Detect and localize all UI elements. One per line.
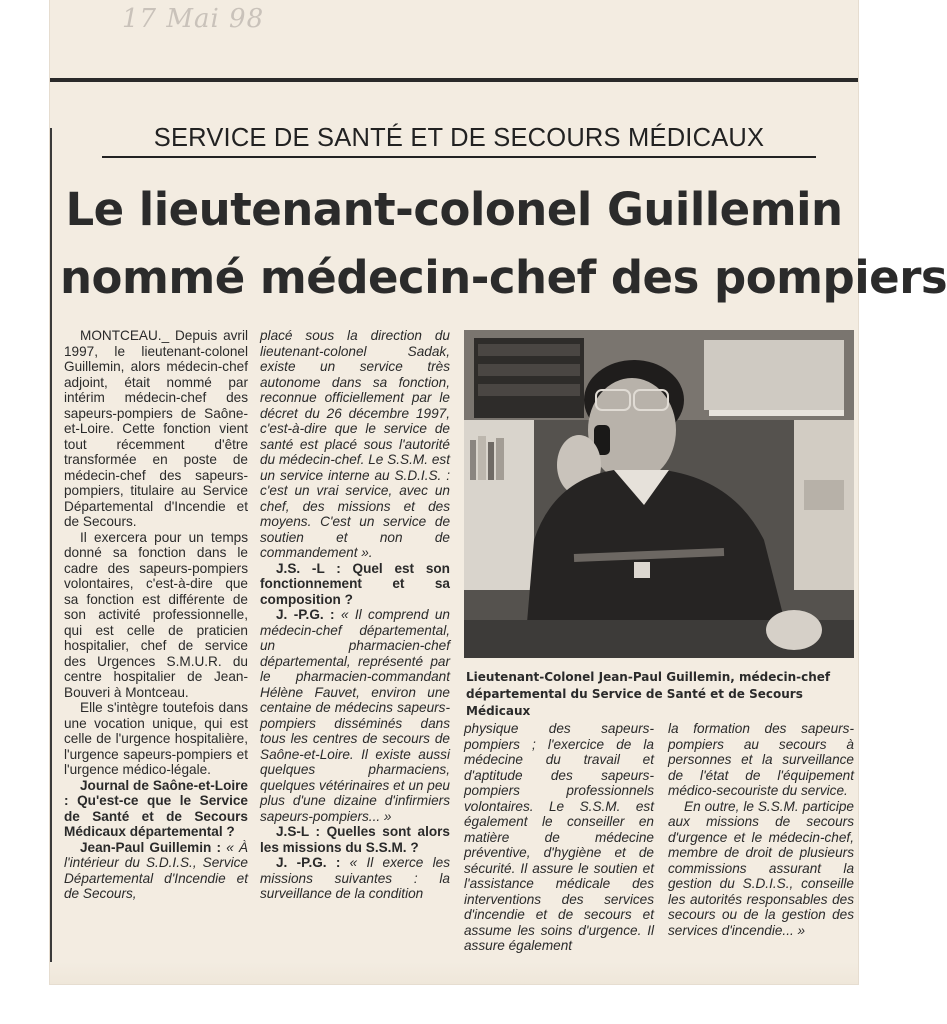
portrait-photo xyxy=(464,330,854,658)
headline-line-2: nommé médecin-chef des pompiers xyxy=(60,251,947,304)
answer-text: « Il comprend un médecin-chef départemental, un pharmacien-chef départemental, représenté par le pharmacien-commandant Hélène Fauvet, environ une centaine de médecins sapeurs-pompiers disséminés dans tous les centres de secours de Saône-et-Loire. Il existe aussi quelques pharmaciens, quelques vétérinaires et un peu plus d'une dizaine d'infirmiers sapeurs-pompiers... » xyxy=(260,607,450,824)
speaker-name: J. -P.G. : xyxy=(276,855,341,870)
top-rule xyxy=(50,78,858,82)
answer-text: « À l'intérieur du S.D.I.S., Service Départemental d'Incendie et de Secours, xyxy=(64,839,249,901)
article-column-2 xyxy=(260,328,450,902)
article-column-3 xyxy=(464,721,654,954)
section-kicker: SERVICE DE SANTÉ ET DE SECOURS MÉDICAUX xyxy=(102,124,816,158)
article-column-4 xyxy=(668,721,854,938)
interview-answer xyxy=(260,855,450,902)
paragraph: Il exercera pour un temps donné sa fonction dans le cadre des sapeurs-pompiers volontaires, c'est-à-dire que sa fonction est différente de son activité professionnelle, qui est celle de praticien hospitalier, chef de service des Urgences S.M.U.R. du centre hospitalier de Jean-Bouveri à Montceau. xyxy=(64,529,248,700)
interview-question: Journal de Saône-et-Loire : Qu'est-ce que le Service de Santé et de Secours Médicaux départemental ? xyxy=(64,777,248,839)
interview-answer xyxy=(64,840,248,902)
answer-text: placé sous la direction du lieutenant-colonel Sadak, existe un service très autonome dans sa fonction, reconnue officiellement par le décret du 26 décembre 1997, c'est-à-dire que le service de santé est placé sous l'autorité du médecin-chef. Le S.S.M. est un service interne au S.D.I.S. : c'est un vrai service, avec un chef, des missions et des moyens. C'est un service de soutien et non de commandement ». xyxy=(260,328,450,560)
interview-answer xyxy=(260,607,450,824)
answer-text: la formation des sapeurs-pompiers au secours à personnes et la surveillance de l'état de l'équipement médico-secouriste du service. xyxy=(668,721,854,798)
photo-caption: Lieutenant-Colonel Jean-Paul Guillemin, médecin-chef départemental du Service de Santé et de Secours Médicaux xyxy=(466,670,831,718)
handwritten-date: 17 Mai 98 xyxy=(122,4,265,34)
left-rule xyxy=(50,128,52,968)
paper-bottom-edge xyxy=(50,962,858,984)
interview-question: J.S-L : Quelles sont alors les missions du S.S.M. ? xyxy=(260,824,450,855)
paragraph: Elle s'intègre toutefois dans une vocation unique, qui est celle de l'urgence hospitalière, l'urgence sapeurs-pompiers et l'urgence médico-légale. xyxy=(64,700,248,777)
answer-text: En outre, le S.S.M. participe aux missions de secours d'urgence et le médecin-chef, membre de droit de plusieurs commissions assurant la gestion du S.D.I.S., conseille les autorités responsables des secours ou de la gestion des services d'incendie... » xyxy=(668,798,854,938)
portrait-photo-image xyxy=(464,330,854,658)
interview-question: J.S. -L : Quel est son fonctionnement et sa composition ? xyxy=(260,560,450,607)
newspaper-clipping xyxy=(50,0,947,984)
paragraph: MONTCEAU._ Depuis avril 1997, le lieutenant-colonel Guillemin, alors médecin-chef adjoint, était nommé par intérim médecin-chef des sapeurs-pompiers de Saône-et-Loire. Cette fonction vient tout récemment d'être transformée en poste de médecin-chef des sapeurs-pompiers, titulaire au Service Départemental d'Incendie et de Secours. xyxy=(64,328,248,529)
speaker-name: Jean-Paul Guillemin : xyxy=(80,839,222,855)
speaker-name: J. -P.G. : xyxy=(276,607,335,622)
answer-text: « Il exerce les missions suivantes : la surveillance de la condition xyxy=(260,855,450,901)
article-column-1 xyxy=(64,328,248,902)
headline-line-1: Le lieutenant-colonel Guillemin xyxy=(65,183,843,236)
answer-text: physique des sapeurs-pompiers ; l'exercice de la médecine du travail et d'aptitude des sapeurs-pompiers professionnels volontaires. Le S.S.M. est également le conseiller en matière de médecine préventive, d'hygiène et de sécurité. Il assure le soutien et l'assistance médicale des interventions des services d'incendie et de secours et assume les soins d'urgence. Il assure également xyxy=(464,721,654,953)
